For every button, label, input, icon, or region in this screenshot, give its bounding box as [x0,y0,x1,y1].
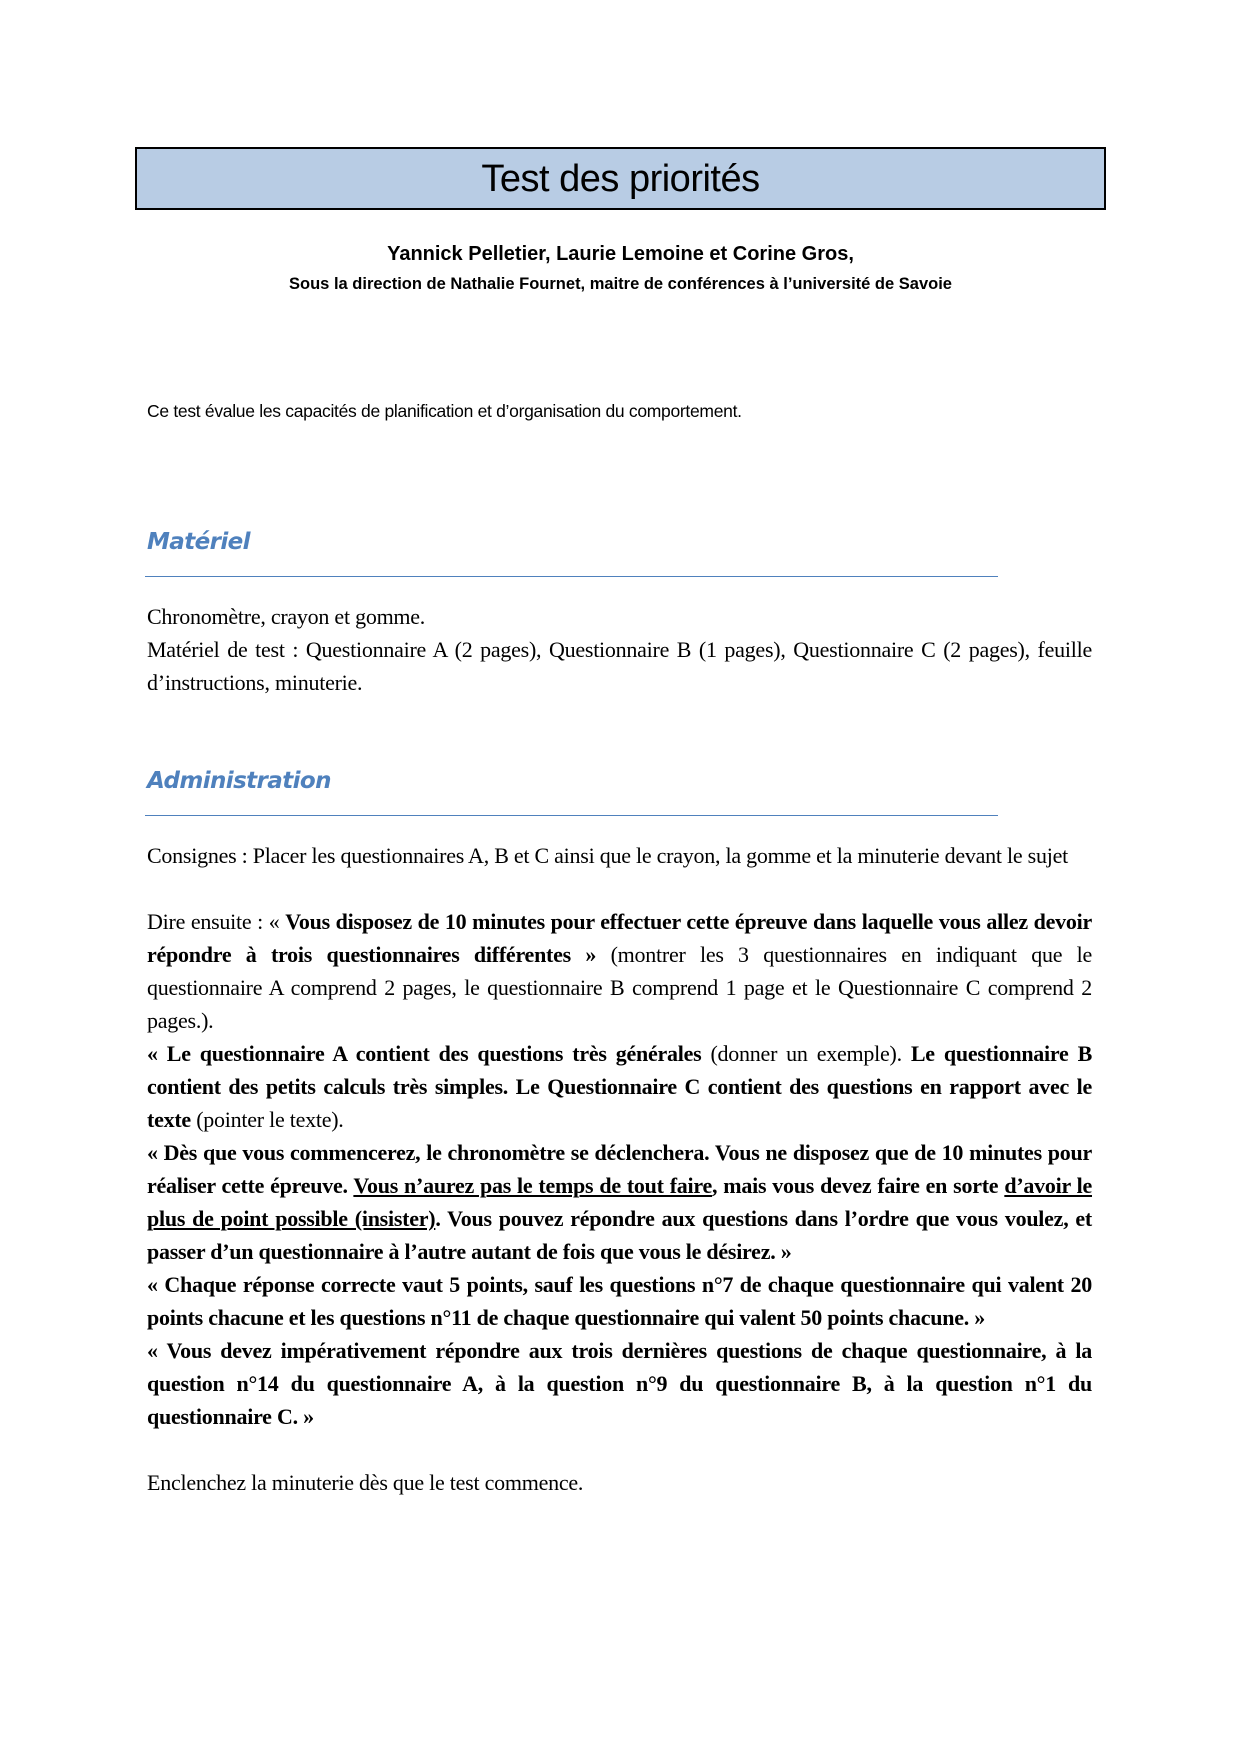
supervision-line: Sous la direction de Nathalie Fournet, maitre de conférences à l’université de Savoie [289,275,952,293]
p3-bold-3: . Vous pouvez répondre aux questions dans l’ordre que vous voulez, et passer d’un questionnaire à l’autre autant de fois que vous le désirez. » [147,1206,1092,1264]
instruction-paragraph-1 [147,905,1092,1037]
p3-underlined-2: d’avoir le plus de point possible (insister) [147,1173,1092,1231]
section-heading-administration: Administration [147,768,331,794]
p3-bold-1: « Dès que vous commencerez, le chronomètre se déclenchera. Vous ne disposez que de 10 minutes pour réaliser cette épreuve. [147,1140,1092,1198]
consignes-paragraph: Consignes : Placer les questionnaires A, B et C ainsi que le crayon, la gomme et la minuterie devant le sujet [147,843,1068,868]
materiel-body [147,600,1092,699]
p2-normal-2: (pointer le texte). [190,1107,344,1132]
p3-bold-2: , mais vous devez faire en sorte [712,1173,1005,1198]
administration-body [147,839,1092,1499]
materiel-line-2: Matériel de test : Questionnaire A (2 pages), Questionnaire B (1 pages), Questionnaire C (2 pages), feuille d’instructions, minuterie. [147,637,1092,695]
p1-rest: (montrer les 3 questionnaires en indiquant que le questionnaire A comprend 2 pages, le questionnaire B comprend 1 page et le Questionnaire C comprend 2 pages.). [147,942,1093,1033]
p1-lead: Dire ensuite : « [147,909,286,934]
instruction-paragraph-2 [147,1037,1092,1136]
title-box [135,147,1106,210]
section-heading-materiel: Matériel [147,529,250,555]
instruction-paragraph-5: « Vous devez impérativement répondre aux trois dernières questions de chaque questionnaire, à la question n°14 du questionnaire A, à la question n°9 du questionnaire B, à la question n°1 du questionnaire C. » [147,1338,1092,1429]
p3-underlined-1: Vous n’aurez pas le temps de tout faire [353,1173,713,1198]
p2-normal-1: (donner un exemple). [701,1041,911,1066]
section-divider-materiel [145,576,998,577]
intro-paragraph: Ce test évalue les capacités de planification et d’organisation du comportement. [147,401,742,421]
p1-close-quote: » [570,942,611,967]
spacer [147,1433,1092,1466]
document-title: Test des priorités [481,157,760,200]
authors-line: Yannick Pelletier, Laurie Lemoine et Corine Gros, [387,243,854,265]
p2-bold-2: Le questionnaire B contient des petits calculs très simples. Le Questionnaire C contient des questions en rapport avec le texte [147,1041,1093,1132]
instruction-paragraph-4: « Chaque réponse correcte vaut 5 points, sauf les questions n°7 de chaque questionnaire qui valent 20 points chacune et les questions n°11 de chaque questionnaire qui valent 50 points chacune. » [147,1272,1092,1330]
section-divider-administration [145,815,998,816]
materiel-line-1: Chronomètre, crayon et gomme. [147,604,426,629]
p2-bold-1: « Le questionnaire A contient des questions très générales [147,1041,702,1066]
closing-paragraph: Enclenchez la minuterie dès que le test commence. [147,1470,584,1495]
instruction-paragraph-3 [147,1136,1092,1268]
spacer [147,872,1092,905]
p1-bold: Vous disposez de 10 minutes pour effectuer cette épreuve dans laquelle vous allez devoir répondre à trois questionnaires différentes [147,909,1092,967]
